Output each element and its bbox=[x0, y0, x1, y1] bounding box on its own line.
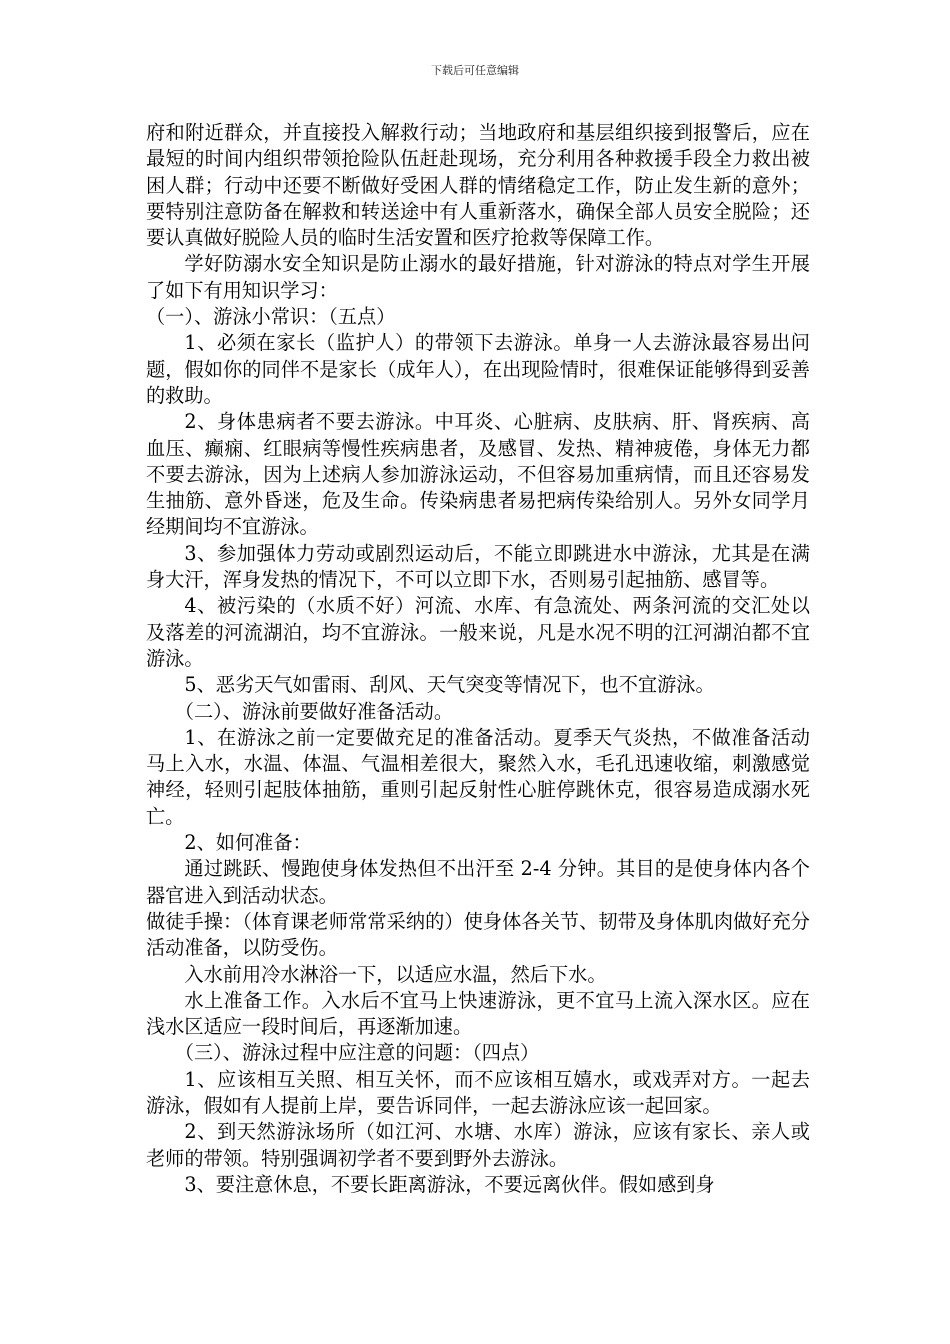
list-item: 1、必须在家长（监护人）的带领下去游泳。单身一人去游泳最容易出问题，假如你的同伴不是家长（成年人），在出现险情时，很难保证能够得到妥善的救助。 bbox=[146, 331, 810, 407]
paragraph: 学好防溺水安全知识是防止溺水的最好措施，针对游泳的特点对学生开展了如下有用知识学习： bbox=[146, 252, 810, 302]
page-header: 下载后可任意编辑 bbox=[431, 64, 519, 77]
section-heading: （三）、游泳过程中应注意的问题：（四点） bbox=[174, 1041, 540, 1065]
paragraph: 府和附近群众，并直接投入解救行动；当地政府和基层组织接到报警后，应在最短的时间内组织带领抢险队伍赶赴现场，充分利用各种救援手段全力救出被困人群；行动中还要不断做好受困人群的情绪稳定工作，防止发生新的意外；要特别注意防备在解救和转送途中有人重新落水，确保全部人员安全脱险；还要认真做好脱险人员的临时生活安置和医疗抢救等保障工作。 bbox=[146, 121, 810, 250]
list-item: 4、被污染的（水质不好）河流、水库、有急流处、两条河流的交汇处以及落差的河流湖泊，均不宜游泳。一般来说，凡是水况不明的江河湖泊都不宜游泳。 bbox=[146, 594, 810, 670]
paragraph: 做徒手操：（体育课老师常常采纳的）使身体各关节、韧带及身体肌肉做好充分活动准备，以防受伤。 bbox=[146, 909, 810, 960]
document-body bbox=[146, 120, 810, 1198]
paragraph: 水上准备工作。入水后不宜马上快速游泳，更不宜马上流入深水区。应在浅水区适应一段时间后，再逐渐加速。 bbox=[146, 988, 810, 1039]
list-item: 2、身体患病者不要去游泳。中耳炎、心脏病、皮肤病、肝、肾疾病、高血压、癫痫、红眼病等慢性疾病患者，及感冒、发热、精神疲倦，身体无力都不要去游泳，因为上述病人参加游泳运动，不但容易加重病情，而且还容易发生抽筋、意外昏迷，危及生命。传染病患者易把病传染给别人。另外女同学月经期间均不宜游泳。 bbox=[146, 410, 810, 539]
list-item: 2、如何准备： bbox=[184, 831, 312, 855]
section-heading: （二）、游泳前要做好准备活动。 bbox=[174, 699, 454, 723]
list-item: 1、应该相互关照、相互关怀，而不应该相互嬉水，或戏弄对方。一起去游泳，假如有人提前上岸，要告诉同伴，一起去游泳应该一起回家。 bbox=[146, 1067, 810, 1117]
list-item: 1、在游泳之前一定要做充足的准备活动。夏季天气炎热，不做准备活动马上入水，水温、体温、气温相差很大，聚然入水，毛孔迅速收缩，刺激感觉神经，轻则引起肢体抽筋，重则引起反射性心脏停跳休克，很容易造成溺水死亡。 bbox=[146, 725, 810, 828]
section-heading: （一）、游泳小常识：（五点） bbox=[146, 305, 396, 329]
paragraph: 通过跳跃、慢跑使身体发热但不出汗至 2-4 分钟。其目的是使身体内各个器官进入到活动状态。 bbox=[146, 857, 810, 907]
list-item: 5、恶劣天气如雷雨、刮风、天气突变等情况下，也不宜游泳。 bbox=[184, 673, 715, 697]
list-item: 2、到天然游泳场所（如江河、水塘、水库）游泳，应该有家长、亲人或老师的带领。特别强调初学者不要到野外去游泳。 bbox=[146, 1120, 810, 1170]
list-item: 3、要注意休息，不要长距离游泳，不要远离伙伴。假如感到身 bbox=[184, 1172, 715, 1196]
list-item: 3、参加强体力劳动或剧烈运动后，不能立即跳进水中游泳，尤其是在满身大汗，浑身发热的情况下，不可以立即下水，否则易引起抽筋、感冒等。 bbox=[146, 541, 810, 592]
paragraph: 入水前用冷水淋浴一下，以适应水温，然后下水。 bbox=[184, 962, 607, 986]
